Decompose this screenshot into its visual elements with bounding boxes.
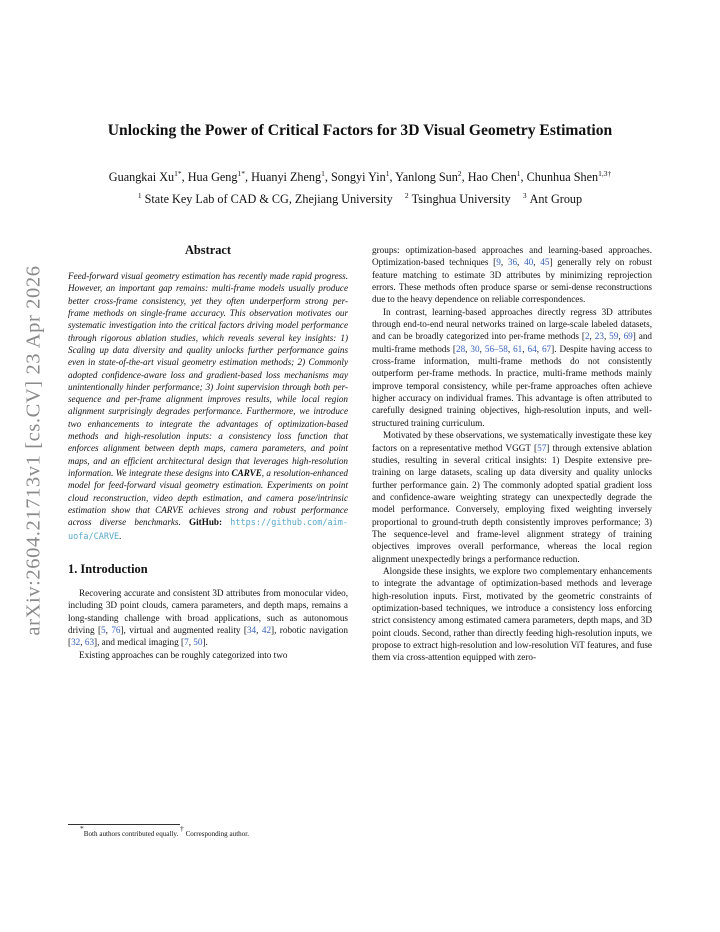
paragraph-text: Motivated by these observations, we systematically investigate these key factors on a representative method VGGT [ [372, 430, 652, 453]
affiliation-name: State Key Lab of CAD & CG, Zhejiang University [144, 192, 393, 206]
citation-link[interactable]: 28 [455, 343, 466, 354]
author-name: , Chunhua Shen [520, 170, 599, 184]
citation-link[interactable]: 42 [261, 624, 272, 635]
footnote-text: Corresponding author. [185, 830, 250, 838]
citation-link[interactable]: 63 [84, 637, 95, 648]
paragraph-text: ], and medical imaging [ [94, 637, 185, 648]
paragraph-text: ], robotic navigation [ [68, 624, 348, 648]
author-affiliation-mark: 1 [321, 169, 325, 178]
citation-link[interactable]: 5 [101, 624, 106, 635]
abstract-body: Feed-forward visual geometry estimation has recently made rapid progress. However, an important gap remains: multi-frame models usually produce better cross-frame consistency, yet they often underperform strong per-frame methods on single-frame accuracy. This observation motivates our systematic investigation into the critical factors driving model performance through rigorous ablation studies, which reveals several key insights: 1) Scaling up data diversity and quality unlocks further performance gains even in state-of-the-art visual geometry estimation methods; 2) Commonly adopted confidence-aware loss and gradient-based loss mechanisms may unintentionally hinder performance; 3) Joint supervision through both per-sequence and per-frame alignment improves results, while local region alignment surprisingly degrades performance. Furthermore, we introduce two enhancements to integrate the advantages of optimization-based methods and high-resolution inputs: a consistency loss function that enforces alignment between depth maps, camera parameters, and point maps, and an efficient architectural design that leverages high-resolution information. We integrate these designs into [68, 271, 348, 478]
abstract-body: , a resolution-enhanced model for feed-forward visual geometry estimation. Experiments on point cloud reconstruction, video depth estimation, and camera pose/intrinsic estimation show that CARVE achieves strong and robust performance across diverse benchmarks. [68, 468, 348, 528]
intro-paragraph-5: Alongside these insights, we explore two complementary enhancements to integrate the advantage of optimization-based methods and leverage high-resolution inputs. First, motivated by the geometric constraints of optimization-based techniques, we introduce a consistency loss enforcing strict consistency among estimated camera parameters, depth maps, and 3D point clouds. Second, rather than directly feeding high-resolution inputs, we propose to extract high-resolution and low-resolution ViT features, and fuse them via cross-attention equipped with zero- [372, 565, 652, 663]
paragraph-text: ] through extensive ablation studies, resulting in several critical insights: 1) Despite extensive pre-training on large datasets, scaling up data diversity and quality unlocks further performance gain. 2) The commonly adopted spatial gradient loss and confidence-aware weighting strategy can unexpectedly degrade the model performance. Conversely, employing fixed weighting inversely proportional to ground-truth depth consistently improves performance; 3) The sequence-level and frame-level alignment strategy of training objectives improves overall performance, whereas the local region alignment unexpectedly brings a performance reduction. [372, 442, 652, 564]
github-link[interactable]: https://github.com/aim-uofa/CARVE [68, 518, 348, 542]
author-affiliation-mark: 1,3† [598, 169, 612, 178]
paragraph-text: , [256, 624, 262, 635]
intro-paragraph-1 [68, 587, 348, 649]
citation-link[interactable]: 67 [541, 343, 552, 354]
citation-link[interactable]: 57 [537, 442, 547, 453]
paragraph-text: ] and multi-frame methods [ [372, 331, 653, 354]
intro-paragraph-4 [372, 429, 652, 565]
footnote-divider [68, 824, 180, 825]
author-name: , Huanyi Zheng [244, 170, 322, 184]
paragraph-text: ] generally rely on robust feature matching to estimate 3D attributes by minimizing reprojection errors. These methods often produce sparse or semi-dense reconstructions due to the heavy dependence on reliable correspondences. [372, 257, 653, 305]
citation-link[interactable]: 64 [527, 343, 537, 354]
author-affiliation-mark: 2 [457, 169, 462, 178]
paragraph-text: , [105, 624, 112, 635]
intro-paragraph-2-cont: groups: optimization-based approaches and learning-based approaches. Optimization-based techniques [9, 36, 40, 45] generally rely on robust feature matching to estimate 3D attributes by minimizing reprojection errors. These methods often produce sparse or semi-dense reconstructions due to the heavy dependence on reliable correspondences. [372, 245, 653, 305]
introduction-heading: 1. Introduction [68, 561, 148, 576]
citation-link[interactable]: 36 [507, 257, 518, 268]
paragraph-text: ]. [202, 637, 208, 648]
affiliation-name: Tsinghua University [411, 192, 511, 206]
citation-link[interactable]: 61 [513, 343, 523, 354]
author-list [40, 170, 680, 185]
citation-link[interactable]: 69 [623, 331, 633, 342]
paragraph-text: ]. Despite having access to cross-frame information, multi-frame methods do not consistently outperform per-frame methods. In practice, multi-frame methods mainly improve temporal consistency, while per-frame approaches often achieve higher accuracy on individual frames. This advantage is often attributed to carefully designed training objectives, high-resolution inputs, and well-structured training curriculum. [372, 343, 652, 428]
citation-link[interactable]: 34 [246, 624, 257, 635]
author-name: , Songyi Yin [324, 170, 386, 184]
left-column [68, 243, 348, 661]
intro-paragraph-2-start: Existing approaches can be roughly categorized into two [79, 649, 288, 660]
citation-link[interactable]: 45 [540, 257, 550, 268]
affiliation-mark: 3 [522, 191, 527, 200]
citation-link[interactable]: 59 [609, 331, 619, 342]
github-label: GitHub: [189, 517, 223, 528]
affiliation-list [40, 192, 680, 207]
paragraph-text: ], virtual and augmented reality [ [120, 624, 247, 635]
author-name: Guangkai Xu [108, 170, 175, 184]
footnote [80, 824, 250, 838]
citation-link[interactable]: 23 [594, 331, 604, 342]
footnote-text: Both authors contributed equally. [83, 830, 179, 838]
author-name: , Yanlong Sun [389, 170, 458, 184]
paragraph-text: Recovering accurate and consistent 3D attributes from monocular video, including 3D point clouds, camera parameters, and depth maps, remains a long-standing challenge with broad applications, such as autonomous driving [ [68, 587, 348, 635]
citation-link[interactable]: 30 [470, 343, 480, 354]
author-affiliation-mark: 1 [385, 169, 390, 178]
author-affiliation-mark: 1* [174, 169, 182, 178]
abstract-text [68, 270, 348, 543]
paragraph-text: , [80, 637, 85, 648]
author-name: , Hua Geng [181, 170, 238, 184]
footnote-mark: † [180, 824, 184, 833]
author-affiliation-mark: 1 [516, 169, 521, 178]
citation-link[interactable]: 76 [111, 624, 121, 635]
right-column [372, 244, 652, 664]
method-name: CARVE [231, 468, 262, 478]
author-name: , Hao Chen [461, 170, 517, 184]
abstract-heading: Abstract [184, 243, 232, 257]
citation-link[interactable]: 7 [184, 637, 189, 648]
author-affiliation-mark: 1* [237, 169, 245, 178]
citation-link[interactable]: 32 [71, 637, 81, 648]
paragraph-text: In contrast, learning-based approaches directly regress 3D attributes through end-to-end neural networks trained on large-scale labeled datasets, and can be broadly categorized into per-frame methods [ [372, 306, 652, 342]
affiliation-mark: 1 [137, 191, 142, 200]
abstract-end: . [119, 530, 122, 541]
citation-link[interactable]: 9 [496, 257, 501, 268]
citation-link[interactable]: 50 [193, 637, 203, 648]
citation-link[interactable]: 2 [584, 331, 590, 342]
citation-link[interactable]: 56–58 [484, 343, 508, 354]
affiliation-name: Ant Group [529, 192, 583, 206]
arxiv-identifier-stamp [2, 254, 66, 646]
paper-title: Unlocking the Power of Critical Factors for 3D Visual Geometry Estimation [107, 122, 613, 139]
arxiv-id-text: arXiv:2604.21713v1 [cs.CV] 23 Apr 2026 [22, 264, 45, 636]
affiliation-mark: 2 [404, 191, 409, 200]
paragraph-text: , [188, 637, 194, 648]
footnote-mark: * [80, 824, 84, 833]
citation-link[interactable]: 40 [524, 257, 534, 268]
intro-paragraph-3: In contrast, learning-based approaches directly regress 3D attributes through end-to-end neural networks trained on large-scale labeled datasets, and can be broadly categorized into per-frame methods [2, 23, 59, 69] and multi-frame methods [28, 30, 56–58, 61, 64, 67]. Despite having access to cross-frame information, multi-frame methods do not consistently outperform per-frame methods. In practice, multi-frame methods mainly improve temporal consistency, while per-frame approaches often achieve higher accuracy on individual frames. This advantage is often attributed to carefully designed training objectives, high-resolution inputs, and well-structured training curriculum. [372, 306, 653, 428]
